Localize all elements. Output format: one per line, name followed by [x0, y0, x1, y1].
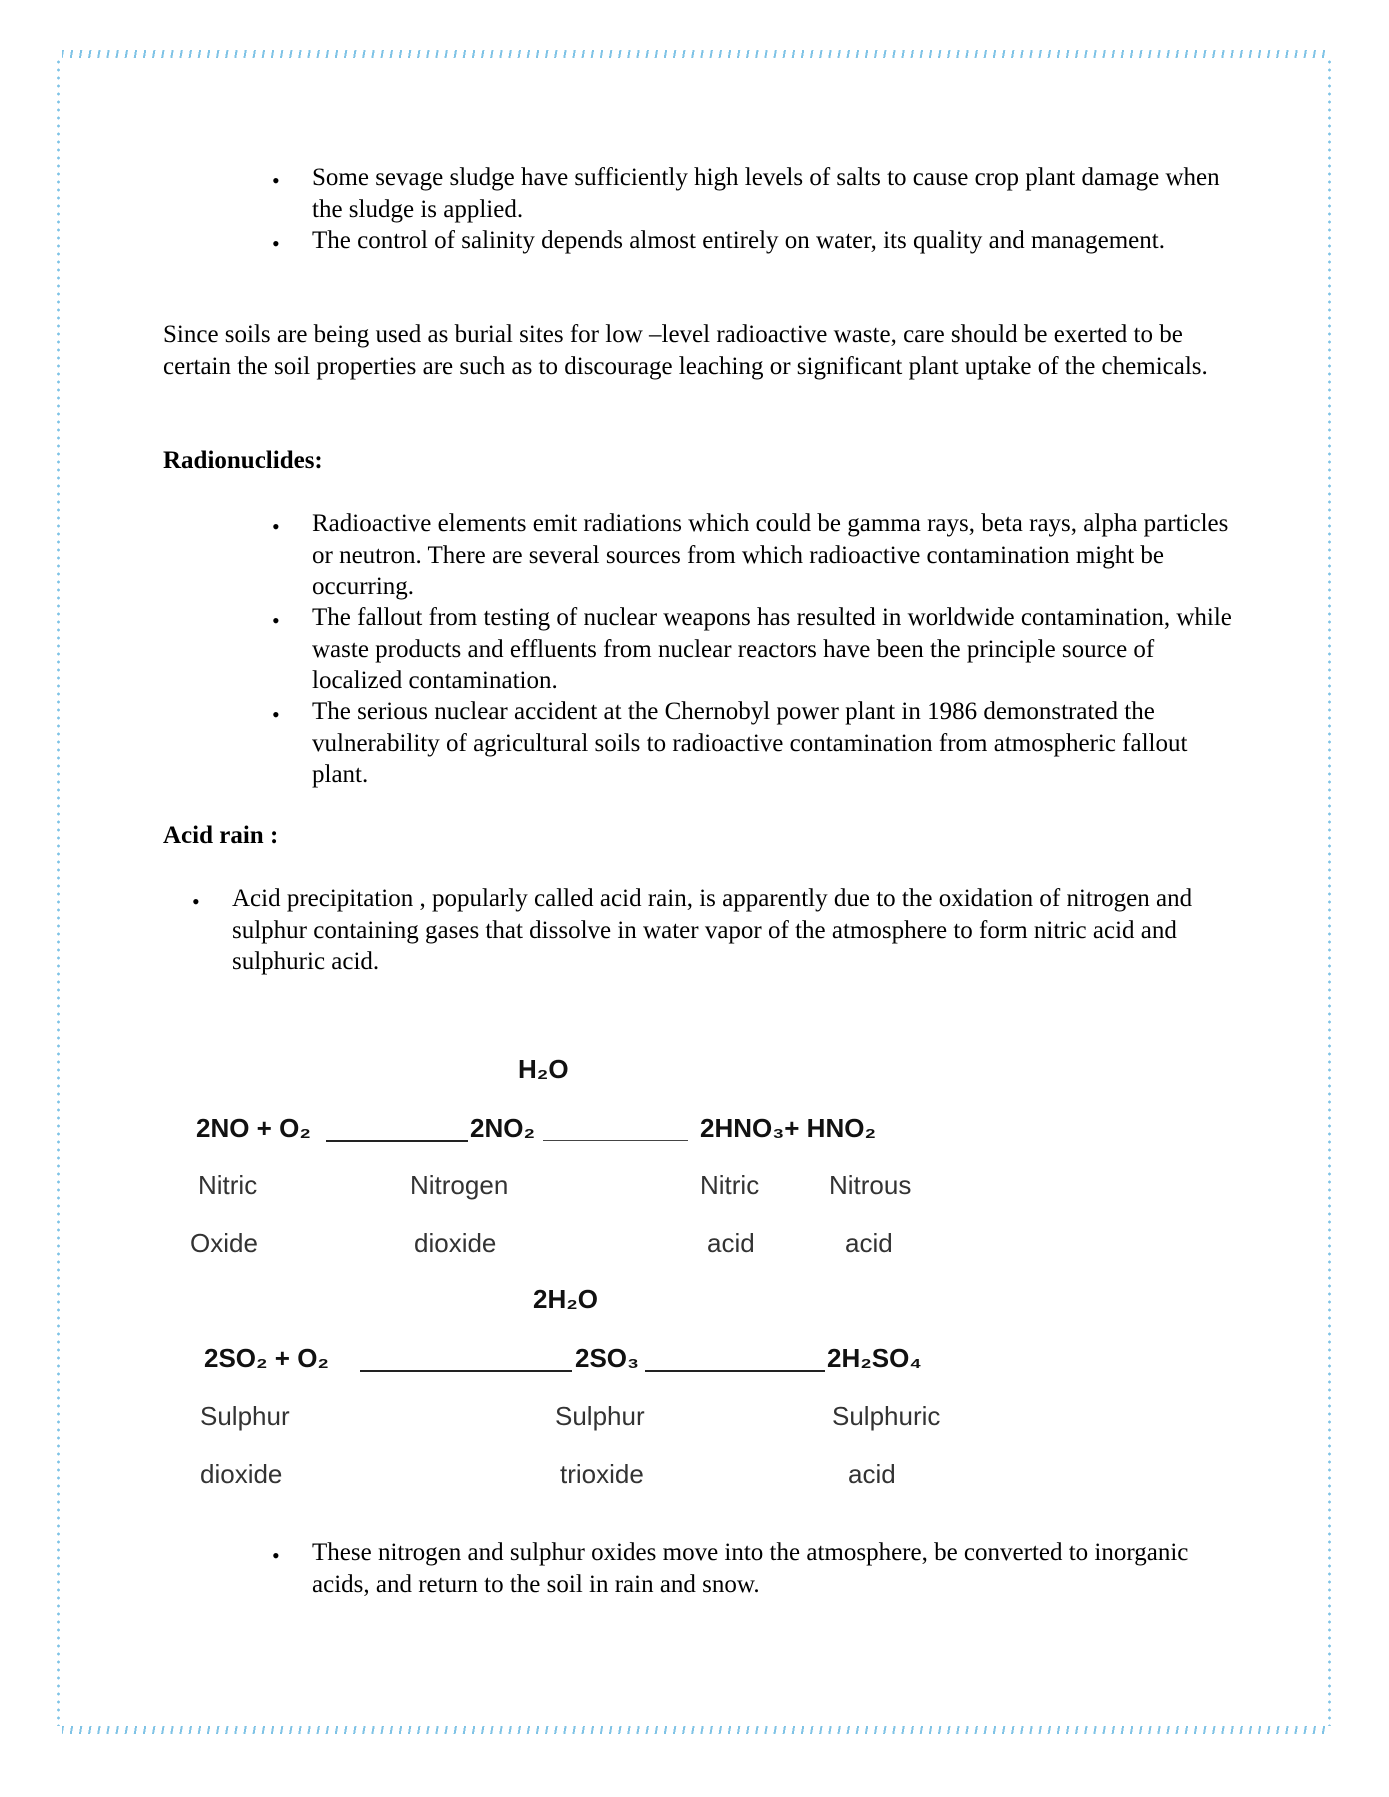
label-nitrogen-dioxide-bottom: dioxide — [414, 1228, 497, 1258]
heading-radionuclides: Radionuclides: — [163, 447, 323, 474]
bullet-marker: • — [272, 608, 280, 633]
equation-nitrogen-reactants: 2NO + O₂ — [196, 1113, 311, 1143]
label-nitric-oxide-top: Nitric — [198, 1170, 258, 1200]
bullet-marker: • — [272, 702, 280, 727]
equation-sulphur-products: 2H₂SO₄ — [827, 1343, 922, 1373]
bullet-marker: • — [272, 1543, 280, 1568]
label-sulphuric-acid-bottom: acid — [848, 1459, 896, 1489]
bullet-marker: • — [272, 514, 280, 539]
label-sulphuric-acid-top: Sulphuric — [832, 1401, 941, 1431]
bullet-oxides-atmosphere: These nitrogen and sulphur oxides move into the atmosphere, be converted to inorganic acids, and return to the soil in rain and snow. — [312, 1539, 1189, 1598]
bullet-fallout: The fallout from testing of nuclear weapons has resulted in worldwide contamination, while waste products and effluents from nuclear reactors have been the principle source of localized contamination. — [312, 604, 1232, 694]
equation-nitrogen-products: 2HNO₃+ HNO₂ — [700, 1113, 876, 1143]
reaction-arrow-line — [543, 1140, 688, 1141]
bullet-sludge: Some sevage sludge have sufficiently high levels of salts to cause crop plant damage when the sludge is applied. — [312, 164, 1220, 223]
bullet-marker: • — [272, 231, 280, 256]
bullet-marker: • — [192, 889, 200, 914]
equation-sulphur-reactants: 2SO₂ + O₂ — [204, 1343, 329, 1373]
label-nitric-acid-bottom: acid — [707, 1228, 755, 1258]
bullet-chernobyl: The serious nuclear accident at the Chernobyl power plant in 1986 demonstrated the vulnerability of agricultural soils to radioactive contamination from atmospheric fallout plant. — [312, 698, 1188, 788]
equation-nitrogen-intermediate: 2NO₂ — [470, 1113, 536, 1143]
label-nitrous-acid-top: Nitrous — [829, 1170, 912, 1200]
label-nitrous-acid-bottom: acid — [845, 1228, 893, 1258]
reaction-arrow-line — [645, 1370, 825, 1372]
page-border-top — [62, 50, 1328, 58]
page-border-bottom — [62, 1726, 1328, 1734]
label-nitrogen-dioxide-top: Nitrogen — [410, 1170, 509, 1200]
reaction-arrow-line — [360, 1370, 572, 1372]
bullet-salinity: The control of salinity depends almost entirely on water, its quality and management. — [312, 227, 1165, 254]
bullet-marker: • — [272, 168, 280, 193]
label-sulphur-dioxide-bottom: dioxide — [200, 1459, 283, 1489]
label-sulphur-trioxide-bottom: trioxide — [560, 1459, 644, 1489]
page-border-right — [1328, 58, 1331, 1726]
label-nitric-acid-top: Nitric — [700, 1170, 760, 1200]
label-sulphur-trioxide-top: Sulphur — [555, 1401, 645, 1431]
page-border-left — [57, 58, 60, 1726]
bullet-acid-precipitation: Acid precipitation , popularly called acid rain, is apparently due to the oxidation of nitrogen and sulphur containing gases that dissolve in water vapor of the atmosphere to form nitric acid and sulphuric acid. — [232, 885, 1193, 975]
heading-acid-rain: Acid rain : — [163, 822, 279, 849]
label-sulphur-dioxide-top: Sulphur — [200, 1401, 290, 1431]
reaction-arrow-line — [326, 1140, 468, 1142]
label-nitric-oxide-bottom: Oxide — [190, 1228, 258, 1258]
equation-sulphur-catalyst: 2H₂O — [533, 1284, 599, 1314]
equation-sulphur-intermediate: 2SO₃ — [575, 1343, 640, 1373]
bullet-radioactive-elements: Radioactive elements emit radiations which could be gamma rays, beta rays, alpha particles or neutron. There are several sources from which radioactive contamination might be occurring. — [312, 510, 1229, 600]
paragraph-burial-sites: Since soils are being used as burial sites for low –level radioactive waste, care should be exerted to be certain the soil properties are such as to discourage leaching or significant plant uptake of the chemicals. — [163, 321, 1208, 380]
equation-nitrogen-catalyst: H₂O — [518, 1054, 569, 1084]
